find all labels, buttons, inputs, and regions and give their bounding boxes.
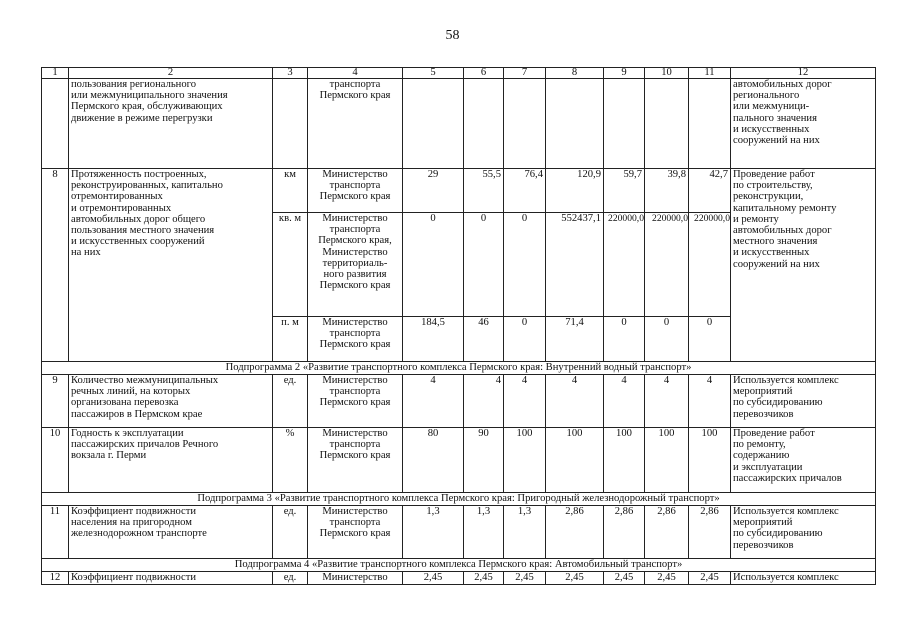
- value-cell: 1,3: [464, 506, 504, 559]
- subprogram-row: [42, 362, 876, 375]
- value-cell: 220000,0: [604, 213, 645, 317]
- indicator-name: пользования регионального или межмуниципального значения Пермского края, обслуживающих движение в режиме перегрузки: [69, 79, 273, 169]
- value-cell: 0: [464, 213, 504, 317]
- value-cell: 100: [689, 428, 731, 493]
- value-cell: 4: [604, 375, 645, 428]
- unit: ед.: [273, 572, 308, 585]
- value-cell: 552437,1: [546, 213, 604, 317]
- value-cell: 80: [403, 428, 464, 493]
- value-cell: 2,45: [504, 572, 546, 585]
- row-number: 11: [42, 506, 69, 559]
- value-cell: 76,4: [504, 169, 546, 213]
- subprogram-row: [42, 493, 876, 506]
- unit: %: [273, 428, 308, 493]
- responsible-executor: Министерство транспорта Пермского края, Министерство территориаль- ного развития Пермского края: [308, 213, 403, 317]
- value-cell: 100: [604, 428, 645, 493]
- value-cell: 90: [464, 428, 504, 493]
- table-row: [42, 428, 876, 493]
- col-header: 5: [403, 68, 464, 79]
- value-cell: 0: [689, 317, 731, 362]
- actions-description: Проведение работ по строительству, реконструкции, капитальному ремонту и ремонту автомобильных дорог местного значения и искусственных сооружений на них: [731, 169, 876, 362]
- col-header: 10: [645, 68, 689, 79]
- value-cell: 2,45: [546, 572, 604, 585]
- value-cell: 0: [604, 317, 645, 362]
- value-cell: 0: [504, 213, 546, 317]
- value-cell: 4: [546, 375, 604, 428]
- value-cell: 100: [645, 428, 689, 493]
- value-cell: 220000,0: [689, 213, 731, 317]
- value-cell: 220000,0: [645, 213, 689, 317]
- indicators-table: [41, 67, 876, 585]
- subprogram-title: Подпрограмма 4 «Развитие транспортного комплекса Пермского края: Автомобильный транспорт»: [42, 559, 876, 572]
- row-number: 9: [42, 375, 69, 428]
- unit: ед.: [273, 375, 308, 428]
- value-cell: 46: [464, 317, 504, 362]
- col-header: 9: [604, 68, 645, 79]
- unit: км: [273, 169, 308, 213]
- value-cell: 39,8: [645, 169, 689, 213]
- table-row-continuation: [42, 79, 876, 169]
- value-cell: 42,7: [689, 169, 731, 213]
- actions-description: Используется комплекс мероприятий по субсидированию перевозчиков: [731, 375, 876, 428]
- col-header: 3: [273, 68, 308, 79]
- value-cell: 2,45: [689, 572, 731, 585]
- col-header: 12: [731, 68, 876, 79]
- value-cell: 2,45: [403, 572, 464, 585]
- indicator-name: Коэффициент подвижности: [69, 572, 273, 585]
- value-cell: 29: [403, 169, 464, 213]
- value-cell: 59,7: [604, 169, 645, 213]
- value-cell: 1,3: [403, 506, 464, 559]
- value-cell: 0: [645, 317, 689, 362]
- responsible-executor: Министерство транспорта Пермского края: [308, 428, 403, 493]
- row-number: 8: [42, 169, 69, 362]
- row-number: 10: [42, 428, 69, 493]
- table-row: [42, 572, 876, 585]
- col-header: 2: [69, 68, 273, 79]
- responsible-executor: Министерство транспорта Пермского края: [308, 375, 403, 428]
- value-cell: 4: [645, 375, 689, 428]
- table-row: [42, 169, 876, 213]
- col-header: 6: [464, 68, 504, 79]
- value-cell: 100: [546, 428, 604, 493]
- col-header: 4: [308, 68, 403, 79]
- indicator-name: Количество межмуниципальных речных линий, на которых организована перевозка пассажиров в Пермском крае: [69, 375, 273, 428]
- actions-description: Проведение работ по ремонту, содержанию и эксплуатации пассажирских причалов: [731, 428, 876, 493]
- value-cell: 4: [403, 375, 464, 428]
- indicator-name: Протяженность построенных, реконструированных, капитально отремонтированных и отремонтированных автомобильных дорог общего пользования местного значения и искусственных сооружений на них: [69, 169, 273, 362]
- value-cell: 4: [464, 375, 504, 428]
- value-cell: 71,4: [546, 317, 604, 362]
- col-header: 8: [546, 68, 604, 79]
- actions-description: автомобильных дорог регионального или межмуници- пального значения и искусственных сооружений на них: [731, 79, 876, 169]
- value-cell: 0: [403, 213, 464, 317]
- value-cell: 2,45: [464, 572, 504, 585]
- table-row: [42, 375, 876, 428]
- value-cell: 2,86: [546, 506, 604, 559]
- unit: ед.: [273, 506, 308, 559]
- unit: п. м: [273, 317, 308, 362]
- responsible-executor: Министерство транспорта Пермского края: [308, 169, 403, 213]
- row-number: 12: [42, 572, 69, 585]
- value-cell: 2,86: [645, 506, 689, 559]
- responsible-executor: транспорта Пермского края: [308, 79, 403, 169]
- page-number: 58: [445, 28, 460, 43]
- indicator-name: Коэффициент подвижности населения на пригородном железнодорожном транспорте: [69, 506, 273, 559]
- col-header: 7: [504, 68, 546, 79]
- unit: кв. м: [273, 213, 308, 317]
- value-cell: 4: [689, 375, 731, 428]
- value-cell: 2,45: [645, 572, 689, 585]
- value-cell: 55,5: [464, 169, 504, 213]
- indicator-name: Годность к эксплуатации пассажирских причалов Речного вокзала г. Перми: [69, 428, 273, 493]
- table-row: [42, 506, 876, 559]
- subprogram-row: [42, 559, 876, 572]
- actions-description: Используется комплекс: [731, 572, 876, 585]
- value-cell: 1,3: [504, 506, 546, 559]
- value-cell: 184,5: [403, 317, 464, 362]
- actions-description: Используется комплекс мероприятий по субсидированию перевозчиков: [731, 506, 876, 559]
- subprogram-title: Подпрограмма 3 «Развитие транспортного комплекса Пермского края: Пригородный железнодорожный транспорт»: [42, 493, 876, 506]
- value-cell: 120,9: [546, 169, 604, 213]
- value-cell: 0: [504, 317, 546, 362]
- value-cell: 100: [504, 428, 546, 493]
- responsible-executor: Министерство транспорта Пермского края: [308, 317, 403, 362]
- col-header: 1: [42, 68, 69, 79]
- subprogram-title: Подпрограмма 2 «Развитие транспортного комплекса Пермского края: Внутренний водный транспорт»: [42, 362, 876, 375]
- value-cell: 2,86: [689, 506, 731, 559]
- value-cell: 4: [504, 375, 546, 428]
- column-number-row: [42, 68, 876, 79]
- responsible-executor: Министерство: [308, 572, 403, 585]
- value-cell: 2,45: [604, 572, 645, 585]
- col-header: 11: [689, 68, 731, 79]
- value-cell: 2,86: [604, 506, 645, 559]
- responsible-executor: Министерство транспорта Пермского края: [308, 506, 403, 559]
